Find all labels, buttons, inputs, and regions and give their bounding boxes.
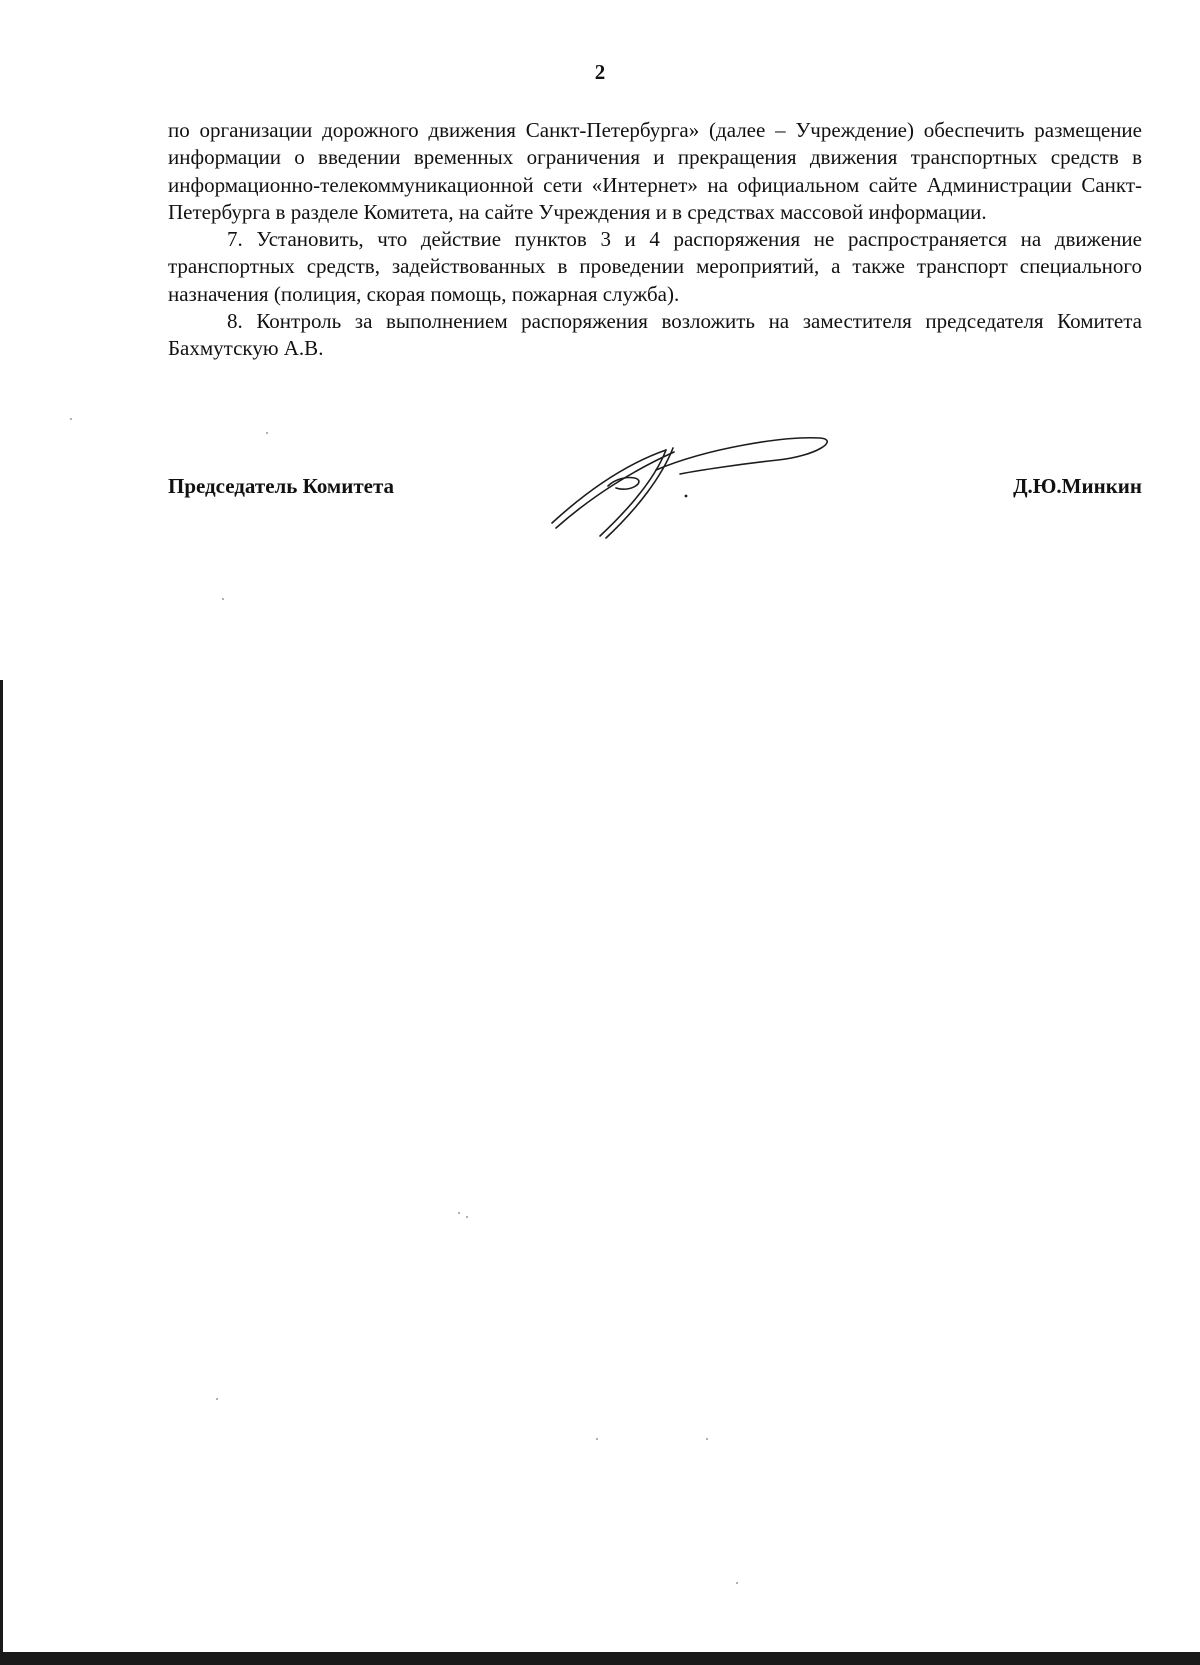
scan-speck (216, 1398, 218, 1400)
scan-speck (70, 418, 72, 420)
scan-edge-bottom (0, 1652, 1200, 1665)
scan-speck (466, 1216, 468, 1218)
handwritten-signature (548, 428, 828, 540)
signatory-title: Председатель Комитета (168, 474, 395, 498)
paragraph-item-7: 7. Установить, что действие пунктов 3 и 4 распоряжения не распространяется на движение транспортных средств, задействованных в проведении мероприятий, а также транспорт специального назначения (полиция, скорая помощь, пожарная служба). (168, 227, 1142, 306)
signatory-name: Д.Ю.Минкин (1013, 474, 1142, 498)
scan-edge-left (0, 680, 3, 1665)
page-number: 2 (594, 60, 606, 84)
paragraph-item-8: 8. Контроль за выполнением распоряжения возложить на заместителя председателя Комитета Бахмутскую А.В. (168, 309, 1142, 361)
scan-speck (266, 432, 268, 434)
document-body (168, 117, 1142, 363)
scan-speck (596, 1438, 598, 1440)
paragraph-continuation: по организации дорожного движения Санкт-Петербурга» (далее – Учреждение) обеспечить размещение информации о введении временных ограничения и прекращения движения транспортных средств в информационно-телекоммуникационной сети «Интернет» на официальном сайте Администрации Санкт-Петербурга в разделе Комитета, на сайте Учреждения и в средствах массовой информации. (168, 118, 1142, 224)
scan-speck (222, 598, 224, 600)
scan-speck (736, 1582, 738, 1584)
scan-speck (706, 1438, 708, 1440)
scan-speck (458, 1212, 460, 1214)
